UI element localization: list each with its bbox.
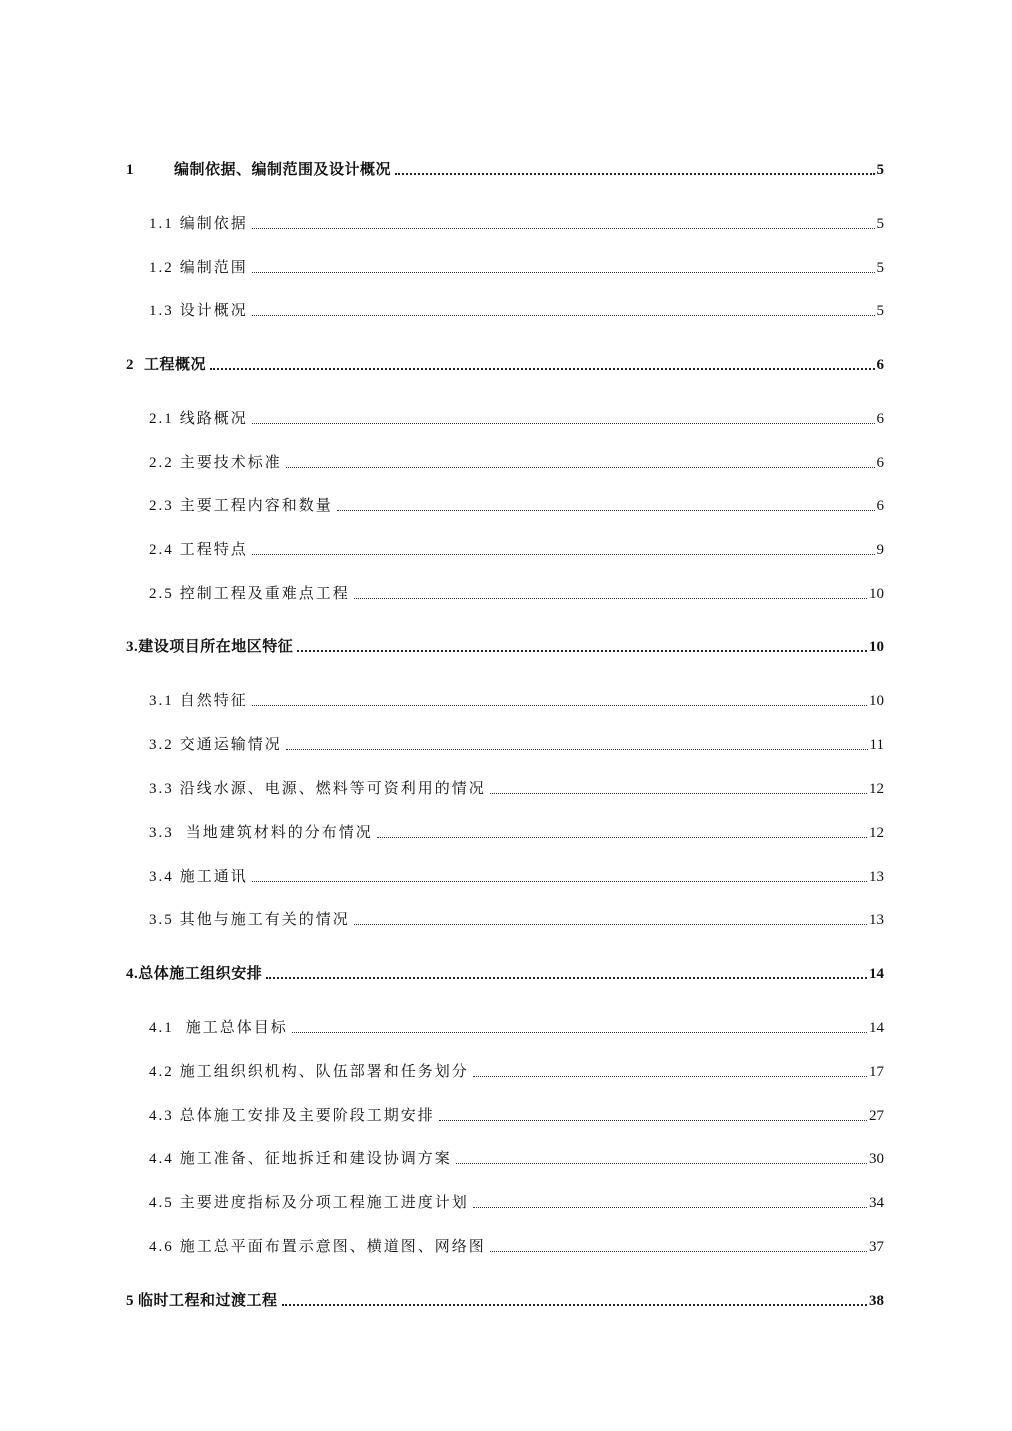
toc-entry-number: 3. <box>126 639 139 655</box>
toc-entry-number: 1.3 <box>149 303 174 319</box>
toc-dot-leader <box>252 315 875 316</box>
toc-entry-title: 编制范围 <box>179 260 248 276</box>
toc-entry-page: 10 <box>869 586 884 602</box>
toc-entry-page: 9 <box>876 542 884 558</box>
toc-dot-leader <box>282 1304 867 1306</box>
toc-dot-leader <box>292 1032 867 1033</box>
toc-entry-level2[interactable] <box>149 404 884 428</box>
toc-entry-number: 2.2 <box>149 455 174 471</box>
toc-entry-title: 交通运输情况 <box>179 737 282 753</box>
toc-entry-title: 临时工程和过渡工程 <box>138 1293 278 1309</box>
toc-entry-page: 6 <box>876 357 884 373</box>
toc-entry-page: 5 <box>876 260 884 276</box>
toc-entry-number: 4.5 <box>149 1195 174 1211</box>
toc-entry-level2[interactable] <box>149 818 884 842</box>
toc-entry-page: 5 <box>876 303 884 319</box>
toc-entry-level1[interactable] <box>126 155 884 179</box>
toc-entry-title: 当地建筑材料的分布情况 <box>185 825 373 841</box>
toc-dot-leader <box>490 793 867 794</box>
toc-entry-level2[interactable] <box>149 1232 884 1256</box>
toc-entry-level1[interactable] <box>126 959 884 983</box>
toc-entry-title: 施工通讯 <box>179 869 248 885</box>
toc-entry-level2[interactable] <box>149 1013 884 1037</box>
toc-dot-leader <box>266 977 867 979</box>
toc-dot-leader <box>354 924 867 925</box>
toc-dot-leader <box>395 173 874 175</box>
toc-entry-level2[interactable] <box>149 862 884 886</box>
toc-entry-level1[interactable] <box>126 632 884 656</box>
toc-entry-page: 6 <box>876 498 884 514</box>
toc-entry-title: 工程特点 <box>179 542 248 558</box>
toc-entry-number: 1.1 <box>149 216 174 232</box>
toc-entry-page: 10 <box>869 693 884 709</box>
toc-entry-number: 3.2 <box>149 737 174 753</box>
toc-entry-level2[interactable] <box>149 491 884 515</box>
toc-dot-leader <box>439 1120 867 1121</box>
toc-entry-level2[interactable] <box>149 730 884 754</box>
toc-dot-leader <box>337 510 875 511</box>
toc-dot-leader <box>286 749 868 750</box>
toc-entry-number: 2.4 <box>149 542 174 558</box>
toc-entry-page: 30 <box>869 1151 884 1167</box>
toc-entry-number: 3.5 <box>149 912 174 928</box>
toc-dot-leader <box>490 1251 867 1252</box>
toc-entry-number: 2 <box>126 357 134 373</box>
toc-entry-page: 17 <box>869 1064 884 1080</box>
toc-entry-page: 14 <box>869 966 884 982</box>
toc-entry-level2[interactable] <box>149 774 884 798</box>
toc-entry-title: 控制工程及重难点工程 <box>179 586 350 602</box>
toc-entry-number: 3.3 <box>149 825 174 841</box>
toc-entry-number: 5 <box>126 1293 134 1309</box>
toc-entry-level2[interactable] <box>149 448 884 472</box>
toc-entry-level2[interactable] <box>149 296 884 320</box>
toc-dot-leader <box>252 423 875 424</box>
toc-entry-page: 12 <box>869 825 884 841</box>
toc-entry-page: 27 <box>869 1108 884 1124</box>
toc-entry-level2[interactable] <box>149 535 884 559</box>
toc-entry-number: 1 <box>126 162 134 178</box>
toc-dot-leader <box>456 1163 867 1164</box>
toc-dot-leader <box>252 881 867 882</box>
toc-entry-number: 4.4 <box>149 1151 174 1167</box>
toc-entry-number: 4.2 <box>149 1064 174 1080</box>
toc-entry-title: 沿线水源、电源、燃料等可资利用的情况 <box>179 781 486 797</box>
toc-entry-title: 自然特征 <box>179 693 248 709</box>
toc-entry-title: 总体施工安排及主要阶段工期安排 <box>179 1108 435 1124</box>
toc-entry-title: 线路概况 <box>179 411 248 427</box>
toc-entry-level2[interactable] <box>149 1188 884 1212</box>
toc-entry-title: 设计概况 <box>179 303 248 319</box>
toc-entry-level1[interactable] <box>126 350 884 374</box>
toc-entry-number: 3.1 <box>149 693 174 709</box>
toc-dot-leader <box>473 1076 867 1077</box>
toc-entry-number: 2.1 <box>149 411 174 427</box>
toc-entry-title: 工程概况 <box>144 357 207 373</box>
toc-entry-page: 13 <box>869 869 884 885</box>
toc-entry-level2[interactable] <box>149 579 884 603</box>
toc-entry-level2[interactable] <box>149 905 884 929</box>
toc-entry-page: 34 <box>869 1195 884 1211</box>
toc-entry-page: 14 <box>869 1020 884 1036</box>
toc-entry-number: 2.3 <box>149 498 174 514</box>
toc-entry-title: 施工准备、征地拆迁和建设协调方案 <box>179 1151 452 1167</box>
toc-entry-title: 建设项目所在地区特征 <box>138 639 294 655</box>
toc-dot-leader <box>286 467 875 468</box>
toc-entry-page: 5 <box>876 162 884 178</box>
toc-dot-leader <box>354 598 867 599</box>
toc-entry-page: 6 <box>876 455 884 471</box>
toc-entry-level2[interactable] <box>149 253 884 277</box>
toc-entry-page: 13 <box>869 912 884 928</box>
toc-entry-number: 4. <box>126 966 139 982</box>
toc-entry-level2[interactable] <box>149 1144 884 1168</box>
toc-entry-page: 6 <box>876 411 884 427</box>
toc-entry-number: 2.5 <box>149 586 174 602</box>
toc-entry-level2[interactable] <box>149 209 884 233</box>
toc-entry-title: 总体施工组织安排 <box>138 966 263 982</box>
toc-dot-leader <box>377 837 867 838</box>
toc-entry-level2[interactable] <box>149 1101 884 1125</box>
toc-entry-number: 3.3 <box>149 781 174 797</box>
toc-entry-page: 10 <box>869 639 884 655</box>
toc-entry-level2[interactable] <box>149 686 884 710</box>
toc-entry-number: 4.1 <box>149 1020 174 1036</box>
toc-dot-leader <box>210 368 874 370</box>
toc-entry-title: 编制依据、编制范围及设计概况 <box>174 162 392 178</box>
toc-entry-title: 施工总平面布置示意图、横道图、网络图 <box>179 1239 486 1255</box>
toc-entry-page: 37 <box>869 1239 884 1255</box>
toc-entry-page: 12 <box>869 781 884 797</box>
toc-entry-page: 11 <box>869 737 884 753</box>
toc-dot-leader <box>473 1207 867 1208</box>
toc-dot-leader <box>252 705 867 706</box>
toc-dot-leader <box>252 228 875 229</box>
toc-entry-title: 主要进度指标及分项工程施工进度计划 <box>179 1195 469 1211</box>
toc-entry-page: 5 <box>876 216 884 232</box>
toc-dot-leader <box>252 554 875 555</box>
toc-entry-title: 主要技术标准 <box>179 455 282 471</box>
toc-entry-level2[interactable] <box>149 1057 884 1081</box>
toc-entry-title: 其他与施工有关的情况 <box>179 912 350 928</box>
toc-entry-number: 1.2 <box>149 260 174 276</box>
toc-entry-title: 编制依据 <box>179 216 248 232</box>
toc-entry-number: 4.6 <box>149 1239 174 1255</box>
toc-entry-number: 3.4 <box>149 869 174 885</box>
toc-entry-level1[interactable] <box>126 1286 884 1310</box>
toc-entry-title: 施工组织织机构、队伍部署和任务划分 <box>179 1064 469 1080</box>
toc-dot-leader <box>297 650 867 652</box>
toc-entry-page: 38 <box>869 1293 884 1309</box>
toc-entry-title: 主要工程内容和数量 <box>179 498 333 514</box>
toc-dot-leader <box>252 272 875 273</box>
toc-entry-title: 施工总体目标 <box>185 1020 288 1036</box>
toc-entry-number: 4.3 <box>149 1108 174 1124</box>
